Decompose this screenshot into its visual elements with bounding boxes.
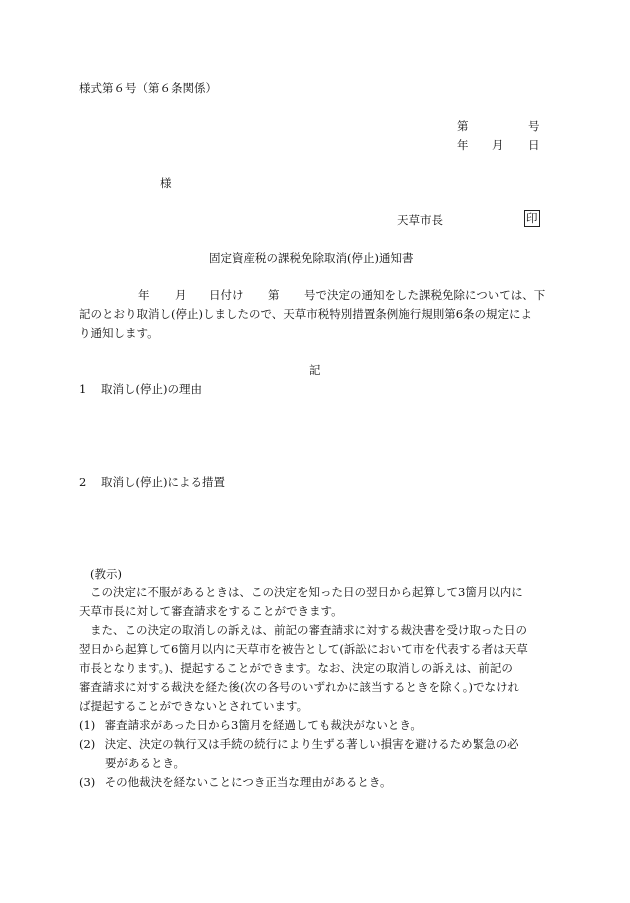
item-1-number: 1	[79, 382, 87, 396]
ref-dai: 第	[457, 119, 469, 133]
item-2-label: 取消し(停止)による措置	[101, 475, 225, 489]
date-day: 日	[528, 138, 540, 152]
body-day: 日付け	[209, 288, 244, 302]
body-month: 月	[175, 288, 187, 302]
document-title: 固定資産税の課税免除取消(停止)通知書	[209, 251, 414, 265]
instruction-p2-line1: また、この決定の取消しの訴えは、前記の審査請求に対する裁決書を受け取った日の	[90, 623, 527, 637]
instruction-heading: (教示)	[90, 567, 122, 581]
list-item-1	[79, 717, 422, 733]
ref-go: 号	[528, 119, 540, 133]
item-1-label: 取消し(停止)の理由	[101, 382, 202, 396]
list-item-2-continuation: 要があるとき。	[105, 756, 186, 770]
list-item-3-text: その他裁決を経ないことにつき正当な理由があるとき。	[104, 775, 392, 789]
list-item-1-text: 審査請求があった日から3箇月を経過しても裁決がないとき。	[104, 718, 422, 732]
list-item-2-text: 決定、決定の執行又は手続の続行により生ずる著しい損害を避けるため緊急の必	[104, 737, 519, 751]
list-item-3	[79, 774, 391, 790]
instruction-p1-line1: この決定に不服があるときは、この決定を知った日の翌日から起算して3箇月以内に	[90, 585, 523, 599]
list-item-2	[79, 736, 519, 752]
body-year: 年	[138, 288, 150, 302]
instruction-p1-line2: 天草市長に対して審査請求をすることができます。	[79, 604, 343, 618]
body-line2: 記のとおり取消し(停止)しましたので、天草市税特別措置条例施行規則第6条の規定によ	[79, 307, 533, 321]
list-item-2-number: (2)	[79, 737, 96, 751]
body-dai: 第	[268, 288, 280, 302]
ki-heading: 記	[309, 363, 321, 377]
instruction-p2-line3: 市長となります。)、提起することができます。なお、決定の取消しの訴えは、前記の	[79, 661, 513, 675]
issuer: 天草市長	[397, 213, 443, 227]
date-month: 月	[492, 138, 504, 152]
list-item-1-number: (1)	[79, 718, 96, 732]
item-2-number: 2	[79, 475, 87, 489]
seal-label: 印	[526, 211, 538, 225]
item-2	[79, 474, 225, 490]
form-number: 様式第６号（第６条関係）	[79, 81, 217, 95]
instruction-p2-line2: 翌日から起算して6箇月以内に天草市を被告として(訴訟において市を代表する者は天草	[79, 642, 528, 656]
date-year: 年	[457, 138, 469, 152]
seal-mark	[524, 210, 540, 227]
addressee-suffix: 様	[160, 176, 172, 190]
instruction-p2-line4: 審査請求に対する裁決を経た後(次の各号のいずれかに該当するときを除く。)でなけれ	[79, 680, 519, 694]
list-item-3-number: (3)	[79, 775, 96, 789]
item-1	[79, 381, 202, 397]
instruction-p2-line5: ば提起することができないとされています。	[79, 699, 309, 713]
body-line1-rest: 号で決定の通知をした課税免除については、下	[304, 288, 546, 302]
body-line3: り通知します。	[79, 326, 159, 340]
